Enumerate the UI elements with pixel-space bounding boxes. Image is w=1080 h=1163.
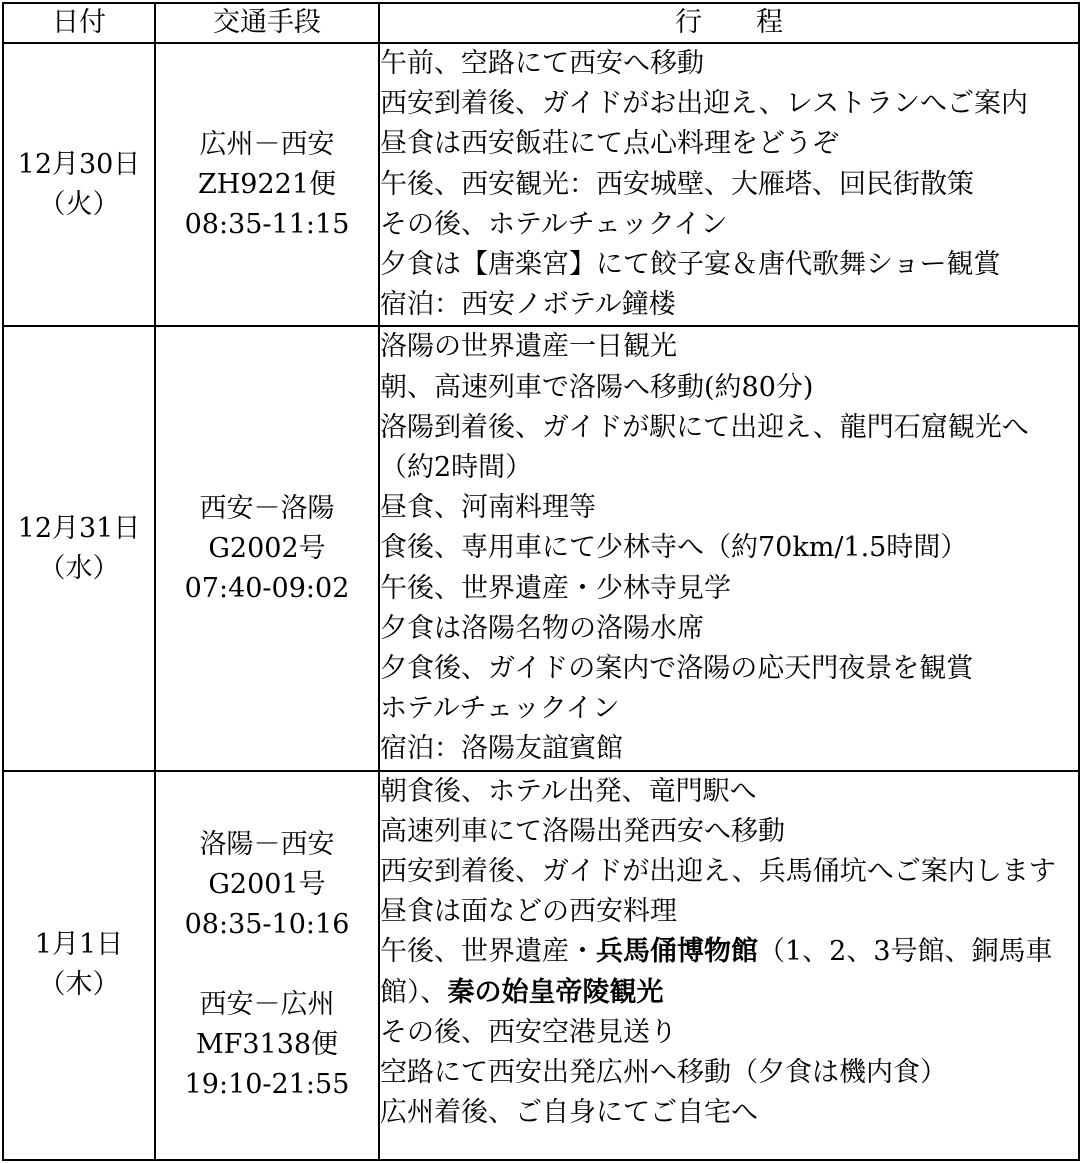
time-text: 19:10-21:55 (184, 1069, 350, 1101)
transport-segment (156, 825, 378, 945)
schedule-line: 昼食、河南料理等 (380, 492, 596, 524)
date-cell (3, 326, 155, 770)
date-text: 12月30日 (17, 148, 141, 180)
schedule-line: 夕食後、ガイドの案内で洛陽の応天門夜景を観賞 (380, 653, 974, 685)
transport-cell (155, 43, 379, 326)
day-row (3, 43, 1079, 326)
header-transport: 交通手段 (155, 3, 379, 43)
schedule-line: 宿泊：洛陽友誼賓館 (380, 733, 623, 765)
weekday-text: （木） (38, 969, 120, 1001)
schedule-line: 午後、世界遺産・少林寺見学 (380, 572, 731, 604)
time-text: 08:35-11:15 (184, 208, 350, 240)
schedule-cell (379, 43, 1079, 326)
bold-highlight: 兵馬俑博物館 (596, 936, 758, 968)
schedule-text: （1、2、3号館、銅馬車館）、 (380, 936, 1053, 1008)
schedule-line: 夕食は洛陽名物の洛陽水席 (380, 612, 704, 644)
schedule-line: 昼食は面などの西安料理 (380, 896, 677, 928)
schedule-line: その後、西安空港見送り (380, 1016, 677, 1048)
time-text: 07:40-09:02 (184, 572, 350, 604)
schedule-line: 西安到着後、ガイドがお出迎え、レストランへご案内 (380, 88, 1028, 120)
flight-number: ZH9221便 (197, 168, 337, 200)
schedule-line: 洛陽の世界遺産一日観光 (380, 331, 677, 363)
date-cell (3, 43, 155, 326)
schedule-line: 夕食は【唐楽宮】にて餃子宴＆唐代歌舞ショー観賞 (380, 249, 1001, 281)
schedule-cell (379, 326, 1079, 770)
schedule-line: 午前、空路にて西安へ移動 (380, 48, 704, 79)
header-row (3, 3, 1079, 43)
schedule-line: 朝食後、ホテル出発、竜門駅へ (380, 775, 757, 807)
day-row (3, 326, 1079, 770)
day-row (3, 771, 1079, 1160)
transport-segment (156, 985, 378, 1105)
schedule-cell (379, 771, 1079, 1160)
schedule-line: 西安到着後、ガイドが出迎え、兵馬俑坑へご案内します (380, 856, 1056, 888)
header-schedule: 行 程 (379, 3, 1079, 43)
schedule-line: ホテルチェックイン (380, 693, 620, 725)
schedule-line: 空路にて西安出発広州へ移動（夕食は機内食） (380, 1057, 947, 1089)
schedule-line: 食後、専用車にて少林寺へ（約70km/1.5時間） (380, 532, 968, 564)
transport-cell (155, 771, 379, 1160)
schedule-line: 高速列車にて洛陽出発西安へ移動 (380, 815, 785, 847)
date-text: 1月1日 (34, 929, 124, 961)
itinerary-table (2, 2, 1080, 1161)
time-text: 08:35-10:16 (184, 909, 350, 941)
route-text: 広州－西安 (199, 128, 335, 160)
route-text: 西安－洛陽 (199, 492, 335, 524)
schedule-line: 宿泊：西安ノボテル鐘楼 (380, 289, 676, 321)
schedule-line: 朝、高速列車で洛陽へ移動(約80分) (380, 371, 814, 403)
schedule-line (380, 932, 1078, 1012)
train-number: G2001号 (208, 869, 326, 901)
bold-highlight: 秦の始皇帝陵観光 (447, 976, 664, 1008)
weekday-text: （火） (38, 188, 120, 220)
train-number: G2002号 (208, 532, 326, 564)
weekday-text: （水） (38, 552, 120, 584)
schedule-line: 昼食は西安飯荘にて点心料理をどうぞ (380, 128, 839, 160)
transport-cell (155, 326, 379, 770)
date-text: 12月31日 (17, 512, 141, 544)
schedule-line: その後、ホテルチェックイン (380, 208, 728, 240)
flight-number: MF3138便 (195, 1029, 339, 1061)
schedule-text: 午後、世界遺産・ (380, 936, 596, 968)
schedule-line: 広州着後、ご自身にてご自宅へ (380, 1097, 758, 1129)
route-text: 西安－広州 (199, 989, 335, 1021)
schedule-line: 洛陽到着後、ガイドが駅にて出迎え、龍門石窟観光へ（約2時間） (380, 411, 1029, 484)
route-text: 洛陽－西安 (199, 829, 335, 861)
header-date: 日付 (3, 3, 155, 43)
schedule-line: 午後、西安観光：西安城壁、大雁塔、回民街散策 (380, 168, 974, 200)
segment-spacer (156, 945, 378, 985)
date-cell (3, 771, 155, 1160)
